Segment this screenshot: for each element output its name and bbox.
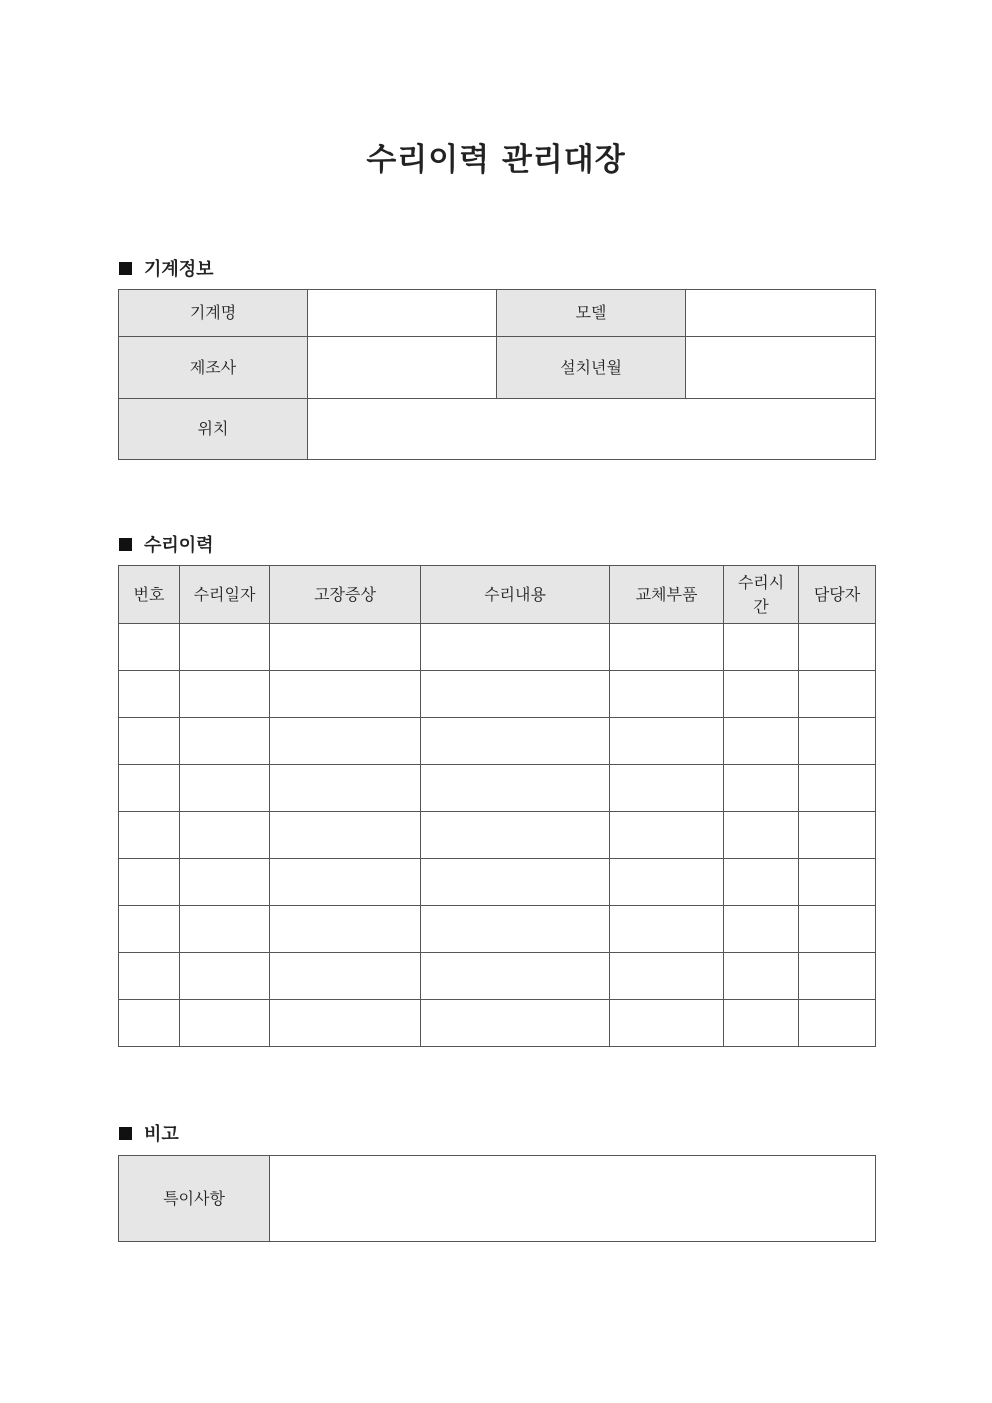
square-bullet-icon	[119, 1127, 132, 1140]
repair-history-heading-text: 수리이력	[144, 535, 214, 556]
cell-content[interactable]	[421, 624, 610, 671]
cell-number[interactable]	[119, 624, 180, 671]
cell-manager[interactable]	[799, 718, 876, 765]
model-field[interactable]	[686, 290, 876, 337]
repair-history-table	[118, 565, 876, 1047]
remarks-heading	[119, 1120, 179, 1146]
column-header-date: 수리일자	[180, 566, 270, 624]
cell-parts[interactable]	[610, 812, 724, 859]
cell-symptom[interactable]	[270, 718, 421, 765]
model-label: 모델	[497, 290, 686, 337]
cell-manager[interactable]	[799, 671, 876, 718]
cell-symptom[interactable]	[270, 671, 421, 718]
cell-number[interactable]	[119, 671, 180, 718]
table-row	[119, 718, 876, 765]
cell-symptom[interactable]	[270, 624, 421, 671]
cell-date[interactable]	[180, 953, 270, 1000]
machine-name-field[interactable]	[308, 290, 497, 337]
cell-content[interactable]	[421, 906, 610, 953]
cell-content[interactable]	[421, 859, 610, 906]
cell-time[interactable]	[724, 718, 799, 765]
cell-manager[interactable]	[799, 906, 876, 953]
cell-content[interactable]	[421, 765, 610, 812]
cell-symptom[interactable]	[270, 1000, 421, 1047]
cell-date[interactable]	[180, 671, 270, 718]
square-bullet-icon	[119, 538, 132, 551]
cell-parts[interactable]	[610, 953, 724, 1000]
remarks-field[interactable]	[270, 1156, 876, 1242]
cell-symptom[interactable]	[270, 906, 421, 953]
remarks-heading-text: 비고	[144, 1124, 179, 1145]
cell-time[interactable]	[724, 859, 799, 906]
cell-time[interactable]	[724, 671, 799, 718]
machine-name-label: 기계명	[119, 290, 308, 337]
machine-info-table	[118, 289, 876, 460]
table-row	[119, 624, 876, 671]
cell-date[interactable]	[180, 765, 270, 812]
column-header-parts: 교체부품	[610, 566, 724, 624]
cell-content[interactable]	[421, 1000, 610, 1047]
machine-info-heading	[119, 255, 214, 281]
cell-time[interactable]	[724, 1000, 799, 1047]
remarks-table	[118, 1155, 876, 1242]
cell-symptom[interactable]	[270, 812, 421, 859]
maker-label: 제조사	[119, 337, 308, 399]
cell-symptom[interactable]	[270, 765, 421, 812]
cell-date[interactable]	[180, 859, 270, 906]
cell-parts[interactable]	[610, 671, 724, 718]
maker-field[interactable]	[308, 337, 497, 399]
cell-manager[interactable]	[799, 859, 876, 906]
cell-manager[interactable]	[799, 812, 876, 859]
cell-content[interactable]	[421, 718, 610, 765]
table-row	[119, 859, 876, 906]
cell-number[interactable]	[119, 812, 180, 859]
remarks-label: 특이사항	[119, 1156, 270, 1242]
cell-number[interactable]	[119, 859, 180, 906]
cell-content[interactable]	[421, 812, 610, 859]
cell-parts[interactable]	[610, 906, 724, 953]
cell-time[interactable]	[724, 624, 799, 671]
cell-number[interactable]	[119, 765, 180, 812]
install-date-label: 설치년월	[497, 337, 686, 399]
cell-date[interactable]	[180, 624, 270, 671]
cell-number[interactable]	[119, 953, 180, 1000]
cell-time[interactable]	[724, 906, 799, 953]
cell-parts[interactable]	[610, 859, 724, 906]
table-row	[119, 812, 876, 859]
cell-parts[interactable]	[610, 718, 724, 765]
table-row	[119, 765, 876, 812]
page-title: 수리이력 관리대장	[366, 142, 626, 178]
cell-time[interactable]	[724, 765, 799, 812]
location-field[interactable]	[308, 399, 876, 460]
cell-parts[interactable]	[610, 765, 724, 812]
column-header-symptom: 고장증상	[270, 566, 421, 624]
column-header-manager: 담당자	[799, 566, 876, 624]
table-row	[119, 1000, 876, 1047]
location-label: 위치	[119, 399, 308, 460]
cell-number[interactable]	[119, 718, 180, 765]
cell-manager[interactable]	[799, 1000, 876, 1047]
cell-manager[interactable]	[799, 953, 876, 1000]
table-header-row	[119, 566, 876, 624]
machine-info-heading-text: 기계정보	[144, 259, 214, 280]
cell-manager[interactable]	[799, 624, 876, 671]
cell-manager[interactable]	[799, 765, 876, 812]
cell-time[interactable]	[724, 953, 799, 1000]
cell-date[interactable]	[180, 812, 270, 859]
table-row	[119, 953, 876, 1000]
table-row	[119, 671, 876, 718]
column-header-time: 수리시간	[724, 566, 799, 624]
table-row	[119, 906, 876, 953]
cell-symptom[interactable]	[270, 859, 421, 906]
cell-parts[interactable]	[610, 1000, 724, 1047]
cell-content[interactable]	[421, 953, 610, 1000]
cell-time[interactable]	[724, 812, 799, 859]
repair-history-heading	[119, 531, 214, 557]
cell-date[interactable]	[180, 906, 270, 953]
cell-number[interactable]	[119, 1000, 180, 1047]
install-date-field[interactable]	[686, 337, 876, 399]
cell-number[interactable]	[119, 906, 180, 953]
column-header-content: 수리내용	[421, 566, 610, 624]
column-header-number: 번호	[119, 566, 180, 624]
square-bullet-icon	[119, 262, 132, 275]
cell-content[interactable]	[421, 671, 610, 718]
cell-date[interactable]	[180, 718, 270, 765]
cell-symptom[interactable]	[270, 953, 421, 1000]
cell-parts[interactable]	[610, 624, 724, 671]
cell-date[interactable]	[180, 1000, 270, 1047]
